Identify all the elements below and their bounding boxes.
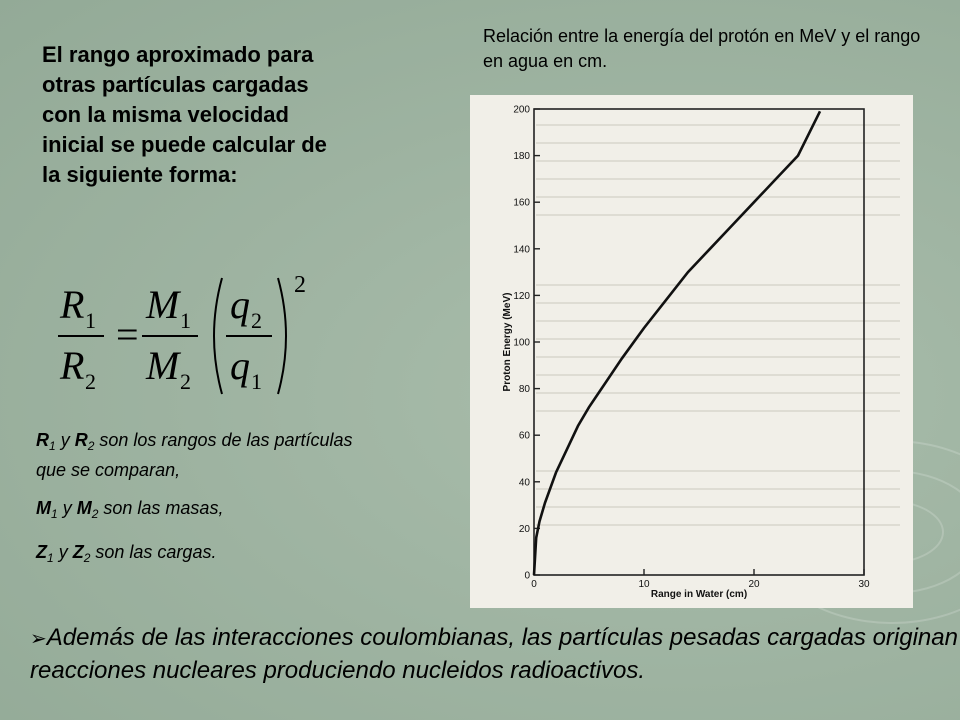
definition-masses [36, 496, 366, 526]
left-heading: El rango aproximado para otras partículas cargadas con la misma velocidad inicial se puede calcular de la siguiente forma: [42, 42, 327, 187]
formula-m1-sub: 1 [180, 308, 191, 333]
formula-equals: = [116, 312, 139, 357]
formula-exponent: 2 [294, 272, 306, 298]
y-tick-label: 60 [518, 430, 530, 442]
y-axis-label: Proton Energy (MeV) [502, 292, 513, 392]
x-tick-label: 20 [748, 579, 760, 590]
arrow-bullet-icon: ➢ [30, 628, 47, 650]
definitions-list [36, 428, 366, 584]
formula-r2-sub: 2 [85, 369, 96, 394]
def-conj: y [55, 430, 75, 450]
y-axis [513, 105, 540, 582]
formula-m2-sub: 2 [180, 369, 191, 394]
y-tick-label: 180 [513, 151, 530, 163]
formula-m1: M [146, 282, 180, 327]
x-tick-label: 0 [531, 579, 537, 590]
bottom-bullet-text: Además de las interacciones coulombianas, las partículas pesadas cargadas originan reacciones nucleares produciendo nucleidos radioactivos. [30, 624, 958, 684]
definition-ranges [36, 428, 366, 482]
y-tick-label: 140 [513, 244, 530, 256]
formula-r1: R [60, 282, 85, 327]
x-tick-label: 30 [858, 579, 870, 590]
formula-q2-sub: 2 [251, 308, 262, 333]
def-text: son las cargas. [90, 542, 217, 562]
def-sub: 2 [91, 507, 99, 521]
def-var: M [36, 498, 51, 518]
formula-r2: R [60, 343, 85, 388]
y-tick-label: 100 [513, 337, 530, 349]
formula-q2: q [230, 282, 250, 327]
range-formula [58, 270, 318, 395]
formula-left-paren [214, 278, 222, 394]
figure-caption: Relación entre la energía del protón en MeV y el rango en agua en cm. [483, 26, 921, 71]
y-tick-label: 20 [518, 523, 530, 535]
x-tick-label: 10 [638, 579, 650, 590]
def-sub: 1 [47, 551, 54, 565]
def-sub: 1 [51, 507, 58, 521]
y-tick-label: 200 [513, 104, 530, 116]
y-tick-label: 120 [513, 290, 530, 302]
formula-right-paren [278, 278, 286, 394]
def-var: Z [72, 542, 84, 562]
bottom-bullet [30, 622, 960, 686]
def-sub: 2 [87, 439, 95, 453]
y-tick-label: 160 [513, 197, 530, 209]
def-sub: 1 [49, 439, 56, 453]
x-axis [531, 569, 870, 590]
range-energy-curve [534, 111, 820, 575]
formula-q1-sub: 1 [251, 369, 262, 394]
proton-range-figure [470, 95, 913, 608]
def-conj: y [53, 542, 73, 562]
def-sub: 2 [83, 551, 91, 565]
def-var: R [36, 430, 49, 450]
def-conj: y [57, 498, 77, 518]
def-var: R [74, 430, 88, 450]
formula-m2: M [146, 343, 180, 388]
def-text: son las masas, [98, 498, 224, 518]
def-var: M [76, 498, 92, 518]
y-tick-label: 0 [524, 570, 530, 582]
formula-q1: q [230, 343, 250, 388]
proton-energy-chart [470, 95, 913, 608]
y-tick-label: 40 [518, 477, 530, 489]
def-text: son los rangos de las partículas que se comparan, [36, 430, 353, 480]
y-tick-label: 80 [518, 384, 530, 396]
formula-r1-sub: 1 [85, 308, 96, 333]
def-var: Z [36, 542, 47, 562]
background-text-lines [536, 125, 900, 525]
x-axis-label: Range in Water (cm) [650, 589, 748, 600]
definition-charges [36, 540, 366, 570]
